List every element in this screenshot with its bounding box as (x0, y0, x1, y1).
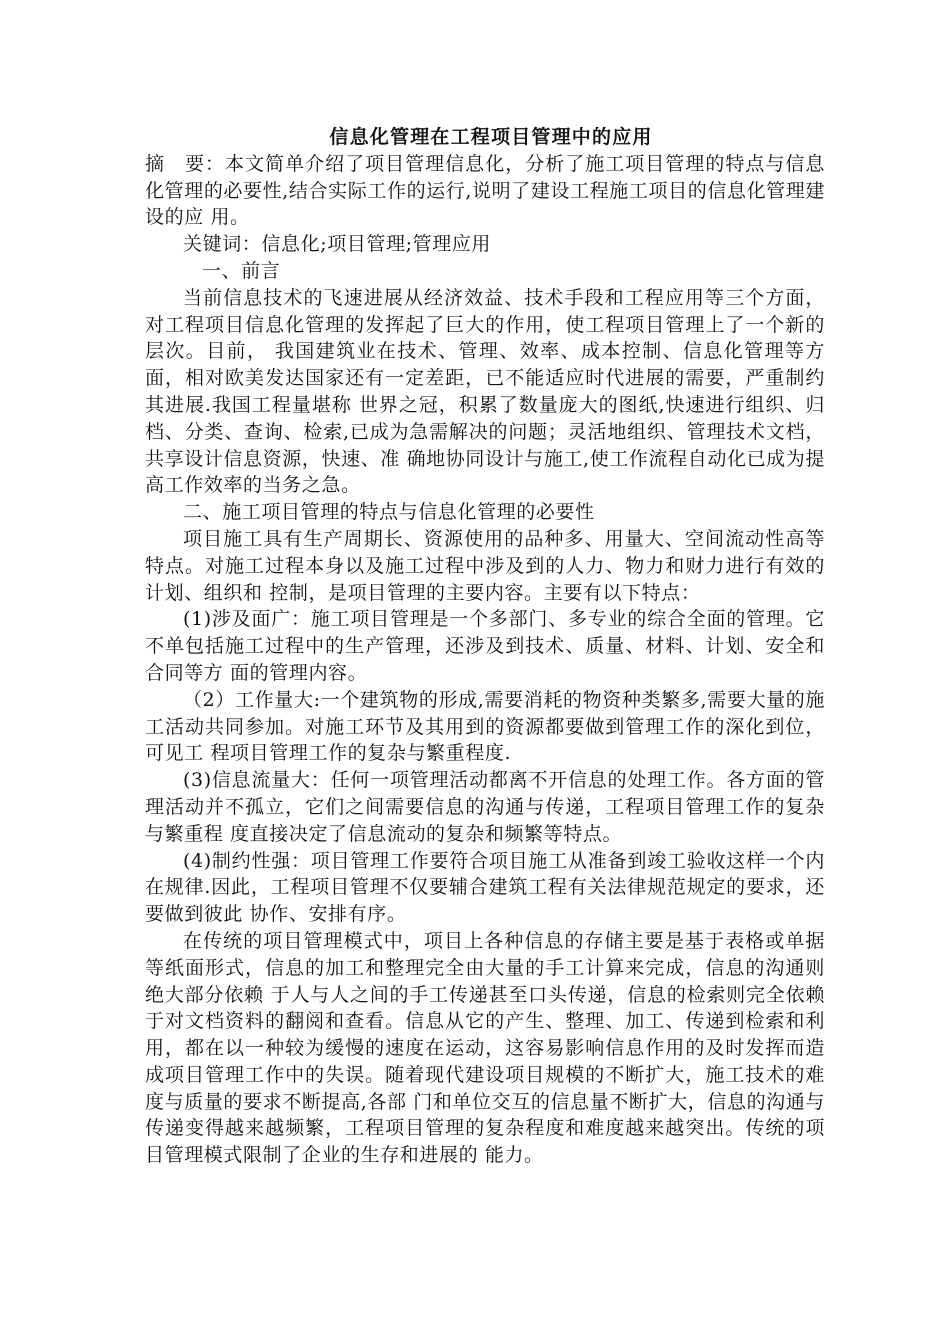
section-heading-characteristics: 二、施工项目管理的特点与信息化管理的必要性 (183, 501, 595, 524)
characteristics-paragraph: 项目施工具有生产周期长、资源使用的品种多、用量大、空间流动性高等特点。对施工过程本身以及施工过程中涉及到的人力、物力和财力进行有效的计划、组织和 控制，是项目管理的主要内容。主要有以下特点： (145, 527, 825, 604)
point-4: (4)制约性强：项目管理工作要符合项目施工从准备到竣工验收这样一个内在规律.因此，工程项目管理不仅要辅合建筑工程有关法律规范规定的要求，还要做到彼此 协作、安排有序。 (145, 849, 825, 926)
point-2: （2）工作量大:一个建筑物的形成,需要消耗的物资种类繁多,需要大量的施工活动共同参加。对施工环节及其用到的资源都要做到管理工作的深化到位，可见工 程项目管理工作的复杂与繁重程度. (145, 688, 825, 765)
point-1: (1)涉及面广：施工项目管理是一个多部门、多专业的综合全面的管理。它不单包括施工过程中的生产管理，还涉及到技术、质量、材料、计划、安全和合同等方 面的管理内容。 (145, 608, 825, 684)
traditional-mode-paragraph: 在传统的项目管理模式中，项目上各种信息的存储主要是基于表格或单据等纸面形式，信息的加工和整理完全由大量的手工计算来完成，信息的沟通则绝大部分依赖 于人与人之间的手工传递甚至口头传递，信息的检索则完全依赖于对文档资料的翻阅和查看。信息从它的产生、整理、加工、传递到检索和利用，都在以一种较为缓慢的速度在运动，这容易影响信息作用的及时发挥而造成项目管理工作中的失误。随着现代建设项目规模的不断扩大，施工技术的难度与质量的要求不断提高,各部 门和单位交互的信息量不断扩大，信息的沟通与传递变得越来越频繁，工程项目管理的复杂程度和难度越来越突出。传统的项目管理模式限制了企业的生存和进展的 能力。 (145, 929, 825, 1167)
keywords-line: 关键词：信息化;项目管理;管理应用 (183, 233, 492, 256)
abstract-label: 摘 要： (145, 152, 226, 175)
section-heading-intro: 一、前言 (202, 259, 281, 282)
intro-paragraph: 当前信息技术的飞速进展从经济效益、技术手段和工程应用等三个方面，对工程项目信息化管理的发挥起了巨大的作用，使工程项目管理上了一个新的层次。目前， 我国建筑业在技术、管理、效率、成本控制、信息化管理等方面，相对欧美发达国家还有一定差距，已不能适应时代进展的需要，严重制约其进展.我国工程量堪称 世界之冠，积累了数量庞大的图纸,快速进行组织、归档、分类、查询、检索,已成为急需解决的问题；灵活地组织、管理技术文档，共享设计信息资源，快速、准 确地协同设计与施工,使工作流程自动化已成为提高工作效率的当务之急。 (145, 286, 825, 497)
document-title: 信息化管理在工程项目管理中的应用 (329, 126, 653, 148)
point-3: (3)信息流量大：任何一项管理活动都离不开信息的处理工作。各方面的管理活动并不孤立，它们之间需要信息的沟通与传递，工程项目管理工作的复杂与繁重程 度直接决定了信息流动的复杂和频繁等特点。 (145, 769, 825, 845)
abstract-text: 本文简单介绍了项目管理信息化，分析了施工项目管理的特点与信息化管理的必要性,结合实际工作的运行,说明了建设工程施工项目的信息化管理建设的应 用。 (145, 152, 825, 229)
abstract-paragraph (145, 151, 825, 231)
document-body (145, 124, 825, 1169)
